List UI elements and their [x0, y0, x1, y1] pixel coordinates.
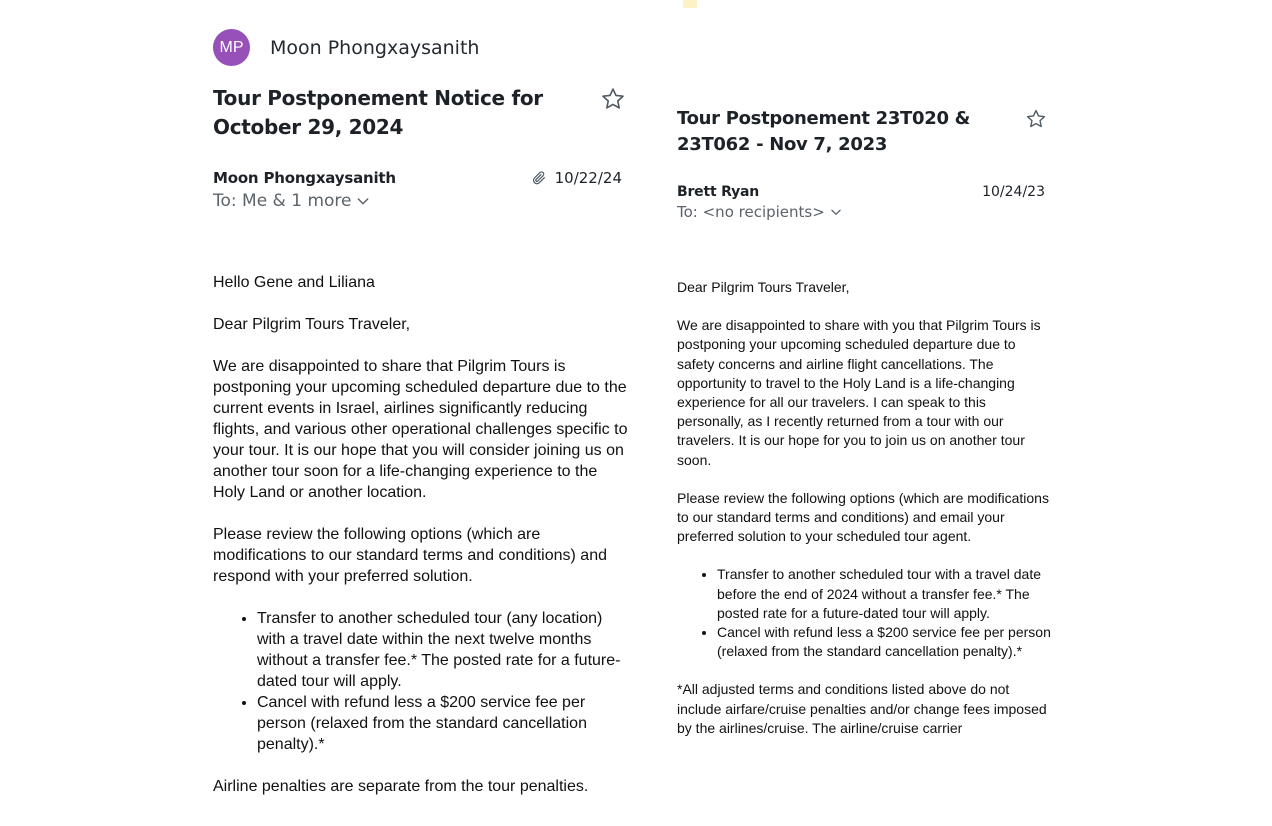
email-body [213, 272, 633, 818]
salutation: Dear Pilgrim Tours Traveler, [677, 279, 850, 295]
options-list [213, 608, 633, 755]
email-from[interactable]: Brett Ryan [677, 184, 760, 200]
recipients-label: To: <no recipients> [677, 203, 825, 221]
list-item: • Cancel with refund less a $200 service fee per person (relaxed from the standard cancellation penalty).* [257, 692, 633, 755]
body-paragraph: We are disappointed to share with you that Pilgrim Tours is postponing your upcoming scheduled departure due to safety concerns and airline flight cancellations. The opportunity to travel to the Holy Land is a life-changing experience for all our travelers. I can speak to this personally, as I recently returned from a tour with our travelers. It is our hope for you to join us on another tour soon. [677, 317, 1041, 468]
email-subject: Tour Postponement Notice for October 29, 2024 [213, 86, 543, 139]
email-message-left [213, 0, 633, 826]
star-icon[interactable] [1025, 108, 1047, 130]
paperclip-icon[interactable] [531, 170, 547, 186]
recipients-toggle[interactable] [213, 191, 371, 211]
email-date: 10/24/23 [982, 184, 1045, 200]
sender-header[interactable] [213, 29, 479, 66]
salutation: Dear Pilgrim Tours Traveler, [213, 316, 411, 333]
body-paragraph: Please review the following options (which are modifications to our standard terms and conditions) and email your preferred solution to your scheduled tour agent. [677, 489, 1049, 545]
email-subject: Tour Postponement 23T020 & 23T062 - Nov 7, 2023 [677, 108, 971, 155]
body-paragraph: Airline penalties are separate from the tour penalties. [213, 778, 589, 795]
list-item: • Transfer to another scheduled tour (any location) with a travel date within the next twelve months without a transfer fee.* The posted rate for a future-dated tour will apply. [257, 608, 633, 692]
email-date: 10/22/24 [554, 169, 622, 187]
avatar[interactable]: MP [213, 29, 250, 66]
body-paragraph: We are disappointed to share that Pilgrim Tours is postponing your upcoming scheduled departure due to the current events in Israel, airlines significantly reducing flights, and various other operational challenges specific to your tour. It is our hope that you will consider joining us on another tour soon for a life-changing experience to the Holy Land or another location. [213, 358, 628, 501]
email-message-right [677, 0, 1057, 826]
recipients-label: To: Me & 1 more [213, 191, 352, 211]
body-paragraph: Please review the following options (which are modifications to our standard terms and conditions) and respond with your preferred solution. [213, 526, 607, 585]
email-from[interactable]: Moon Phongxaysanith [213, 169, 396, 187]
star-icon[interactable] [600, 86, 626, 112]
email-body [677, 278, 1052, 757]
header-sender-name: Moon Phongxaysanith [270, 36, 480, 59]
recipients-toggle[interactable] [677, 203, 843, 221]
options-list [677, 565, 1052, 661]
chevron-down-icon[interactable] [355, 193, 371, 209]
footnote-paragraph: *All adjusted terms and conditions listed above do not include airfare/cruise penalties and/or change fees imposed by the airlines/cruise. The airline/cruise carrier [677, 681, 1047, 736]
greeting: Hello Gene and Liliana [213, 274, 375, 291]
list-item: • Transfer to another scheduled tour with a travel date before the end of 2024 without a transfer fee.* The posted rate for a future-dated tour will apply. [717, 565, 1052, 623]
chevron-down-icon[interactable] [829, 205, 843, 219]
list-item: • Cancel with refund less a $200 service fee per person (relaxed from the standard cancellation penalty).* [717, 623, 1052, 661]
email-date-group [531, 169, 622, 187]
